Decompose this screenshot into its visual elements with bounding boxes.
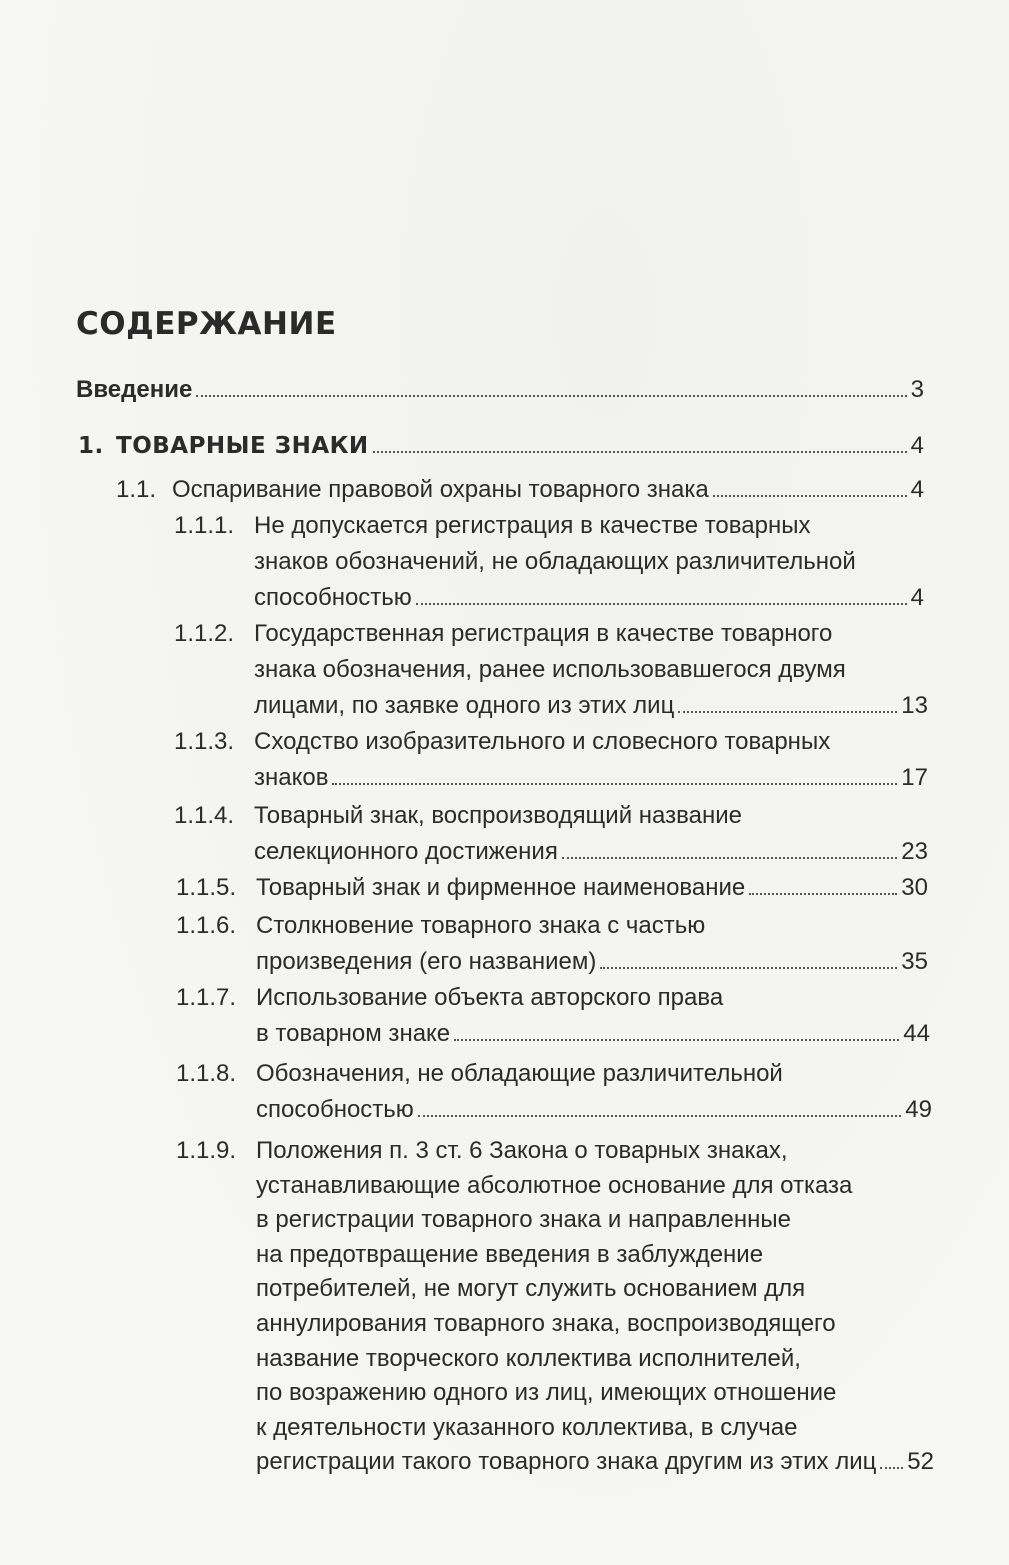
toc-entry-number: 1.1.3.: [174, 728, 235, 755]
leader-dots: [562, 857, 897, 859]
toc-entry-1-1-6[interactable]: [176, 908, 928, 980]
toc-entry-intro[interactable]: [76, 372, 924, 408]
toc-entry-title-line: Государственная регистрация в качестве товарного: [254, 620, 833, 647]
toc-entry-title-line: название творческого коллектива исполнителей,: [256, 1344, 801, 1372]
toc-entry-body: [254, 724, 928, 796]
toc-entry-body: [256, 1134, 934, 1480]
toc-entry-body: [256, 908, 928, 980]
toc-entry-title-line: по возражению одного из лиц, имеющих отношение: [256, 1379, 837, 1407]
toc-entry-body: [254, 616, 928, 724]
toc-page-number: 13: [901, 692, 928, 719]
toc-entry-1-1-1[interactable]: [174, 508, 924, 616]
toc-entry-title-line: знаков: [254, 764, 329, 791]
leader-dots: [749, 893, 897, 895]
toc-entry-title-line: Использование объекта авторского права: [256, 984, 724, 1011]
toc-entry-title-line: Сходство изобразительного и словесного товарных: [254, 728, 831, 755]
toc-entry-title: Оспаривание правовой охраны товарного знака: [172, 476, 709, 503]
toc-page-number: 52: [907, 1448, 934, 1476]
toc-page-number: 44: [903, 1020, 930, 1047]
toc-entry-title-line: устанавливающие абсолютное основание для отказа: [256, 1171, 853, 1199]
leader-dots: [454, 1039, 899, 1041]
toc-entry-title-line: потребителей, не могут служить основанием для: [256, 1275, 806, 1303]
toc-entry-title-line: знаков обозначений, не обладающих различительной: [254, 548, 856, 575]
toc-entry-title-line: Не допускается регистрация в качестве товарных: [254, 512, 811, 539]
toc-page-number: 17: [901, 764, 928, 791]
toc-entry-body: [116, 428, 924, 464]
leader-dots: [416, 603, 907, 605]
toc-entry-number: 1.1.1.: [174, 512, 235, 539]
toc-entry-title-line: Столкновение товарного знака с частью: [256, 912, 706, 939]
toc-entry-number: 1.1.2.: [174, 620, 235, 647]
toc-entry-number: 1.1.9.: [176, 1137, 237, 1164]
toc-entry-title: Введение: [76, 376, 193, 403]
toc-entry-number: 1.1.6.: [176, 912, 237, 939]
leader-dots: [418, 1115, 901, 1117]
toc-entry-title-line: способностью: [256, 1096, 414, 1123]
toc-entry-title-line: в регистрации товарного знака и направленные: [256, 1206, 791, 1234]
toc-entry-body: [172, 472, 924, 508]
toc-entry-title-line: Товарный знак и фирменное наименование: [256, 874, 746, 901]
toc-entry-1-1-4[interactable]: [174, 798, 928, 870]
toc-entry-title-line: аннулирования товарного знака, воспроизводящего: [256, 1309, 836, 1337]
toc-entry-body: [76, 372, 924, 408]
toc-entry-chapter-1[interactable]: [78, 428, 924, 464]
toc-entry-body: [256, 1056, 932, 1128]
toc-entry-1-1-5[interactable]: [176, 870, 928, 906]
toc-entry-1-1-2[interactable]: [174, 616, 928, 724]
toc-entry-title-line: селекционного достижения: [254, 838, 558, 865]
toc-entry-title-line: Обозначения, не обладающие различительной: [256, 1060, 783, 1087]
leader-dots: [196, 395, 906, 397]
toc-heading: СОДЕРЖАНИЕ: [76, 306, 337, 342]
toc-entry-title-line: регистрации такого товарного знака другим из этих лиц: [256, 1448, 877, 1476]
toc-entry-number: 1.1.5.: [176, 874, 237, 901]
toc-page-number: 4: [910, 584, 924, 611]
toc-page-number: 35: [901, 948, 928, 975]
toc-entry-title-line: к деятельности указанного коллектива, в случае: [256, 1413, 798, 1441]
leader-dots: [880, 1467, 903, 1469]
toc-page-number: 30: [901, 874, 928, 901]
leader-dots: [713, 495, 907, 497]
leader-dots: [332, 783, 897, 785]
toc-entry-1-1-9[interactable]: [176, 1134, 934, 1480]
leader-dots: [600, 967, 897, 969]
leader-dots: [678, 711, 897, 713]
toc-entry-title-line: Положения п. 3 ст. 6 Закона о товарных знаках,: [256, 1137, 788, 1164]
toc-page-number: 49: [905, 1096, 932, 1123]
toc-page-number: 4: [910, 476, 924, 503]
toc-entry-title-line: Товарный знак, воспроизводящий название: [254, 802, 742, 829]
toc-entry-1-1-8[interactable]: [176, 1056, 932, 1128]
toc-entry-title-line: лицами, по заявке одного из этих лиц: [254, 692, 675, 719]
toc-entry-1-1[interactable]: [116, 472, 924, 508]
toc-entry-title: ТОВАРНЫЕ ЗНАКИ: [116, 433, 369, 459]
toc-entry-number: 1.1.7.: [176, 984, 237, 1011]
toc-entry-number: 1.1.8.: [176, 1060, 237, 1087]
toc-page-number: 3: [910, 376, 924, 403]
toc-entry-body: [254, 798, 928, 870]
toc-entry-number: 1.1.: [116, 476, 157, 503]
toc-entry-title-line: на предотвращение введения в заблуждение: [256, 1240, 764, 1268]
leader-dots: [373, 451, 907, 453]
toc-entry-body: [254, 508, 924, 616]
toc-entry-body: [256, 980, 930, 1052]
toc-entry-1-1-7[interactable]: [176, 980, 930, 1052]
toc-entry-title-line: способностью: [254, 584, 412, 611]
toc-entry-body: [256, 870, 928, 906]
toc-page-number: 4: [910, 432, 924, 459]
toc-entry-1-1-3[interactable]: [174, 724, 928, 796]
toc-entry-number: 1.: [78, 433, 104, 459]
toc-entry-number: 1.1.4.: [174, 802, 235, 829]
toc-entry-title-line: знака обозначения, ранее использовавшегося двумя: [254, 656, 846, 683]
toc-entry-title-line: произведения (его названием): [256, 948, 597, 975]
toc-page-number: 23: [901, 838, 928, 865]
toc-entry-title-line: в товарном знаке: [256, 1020, 451, 1047]
